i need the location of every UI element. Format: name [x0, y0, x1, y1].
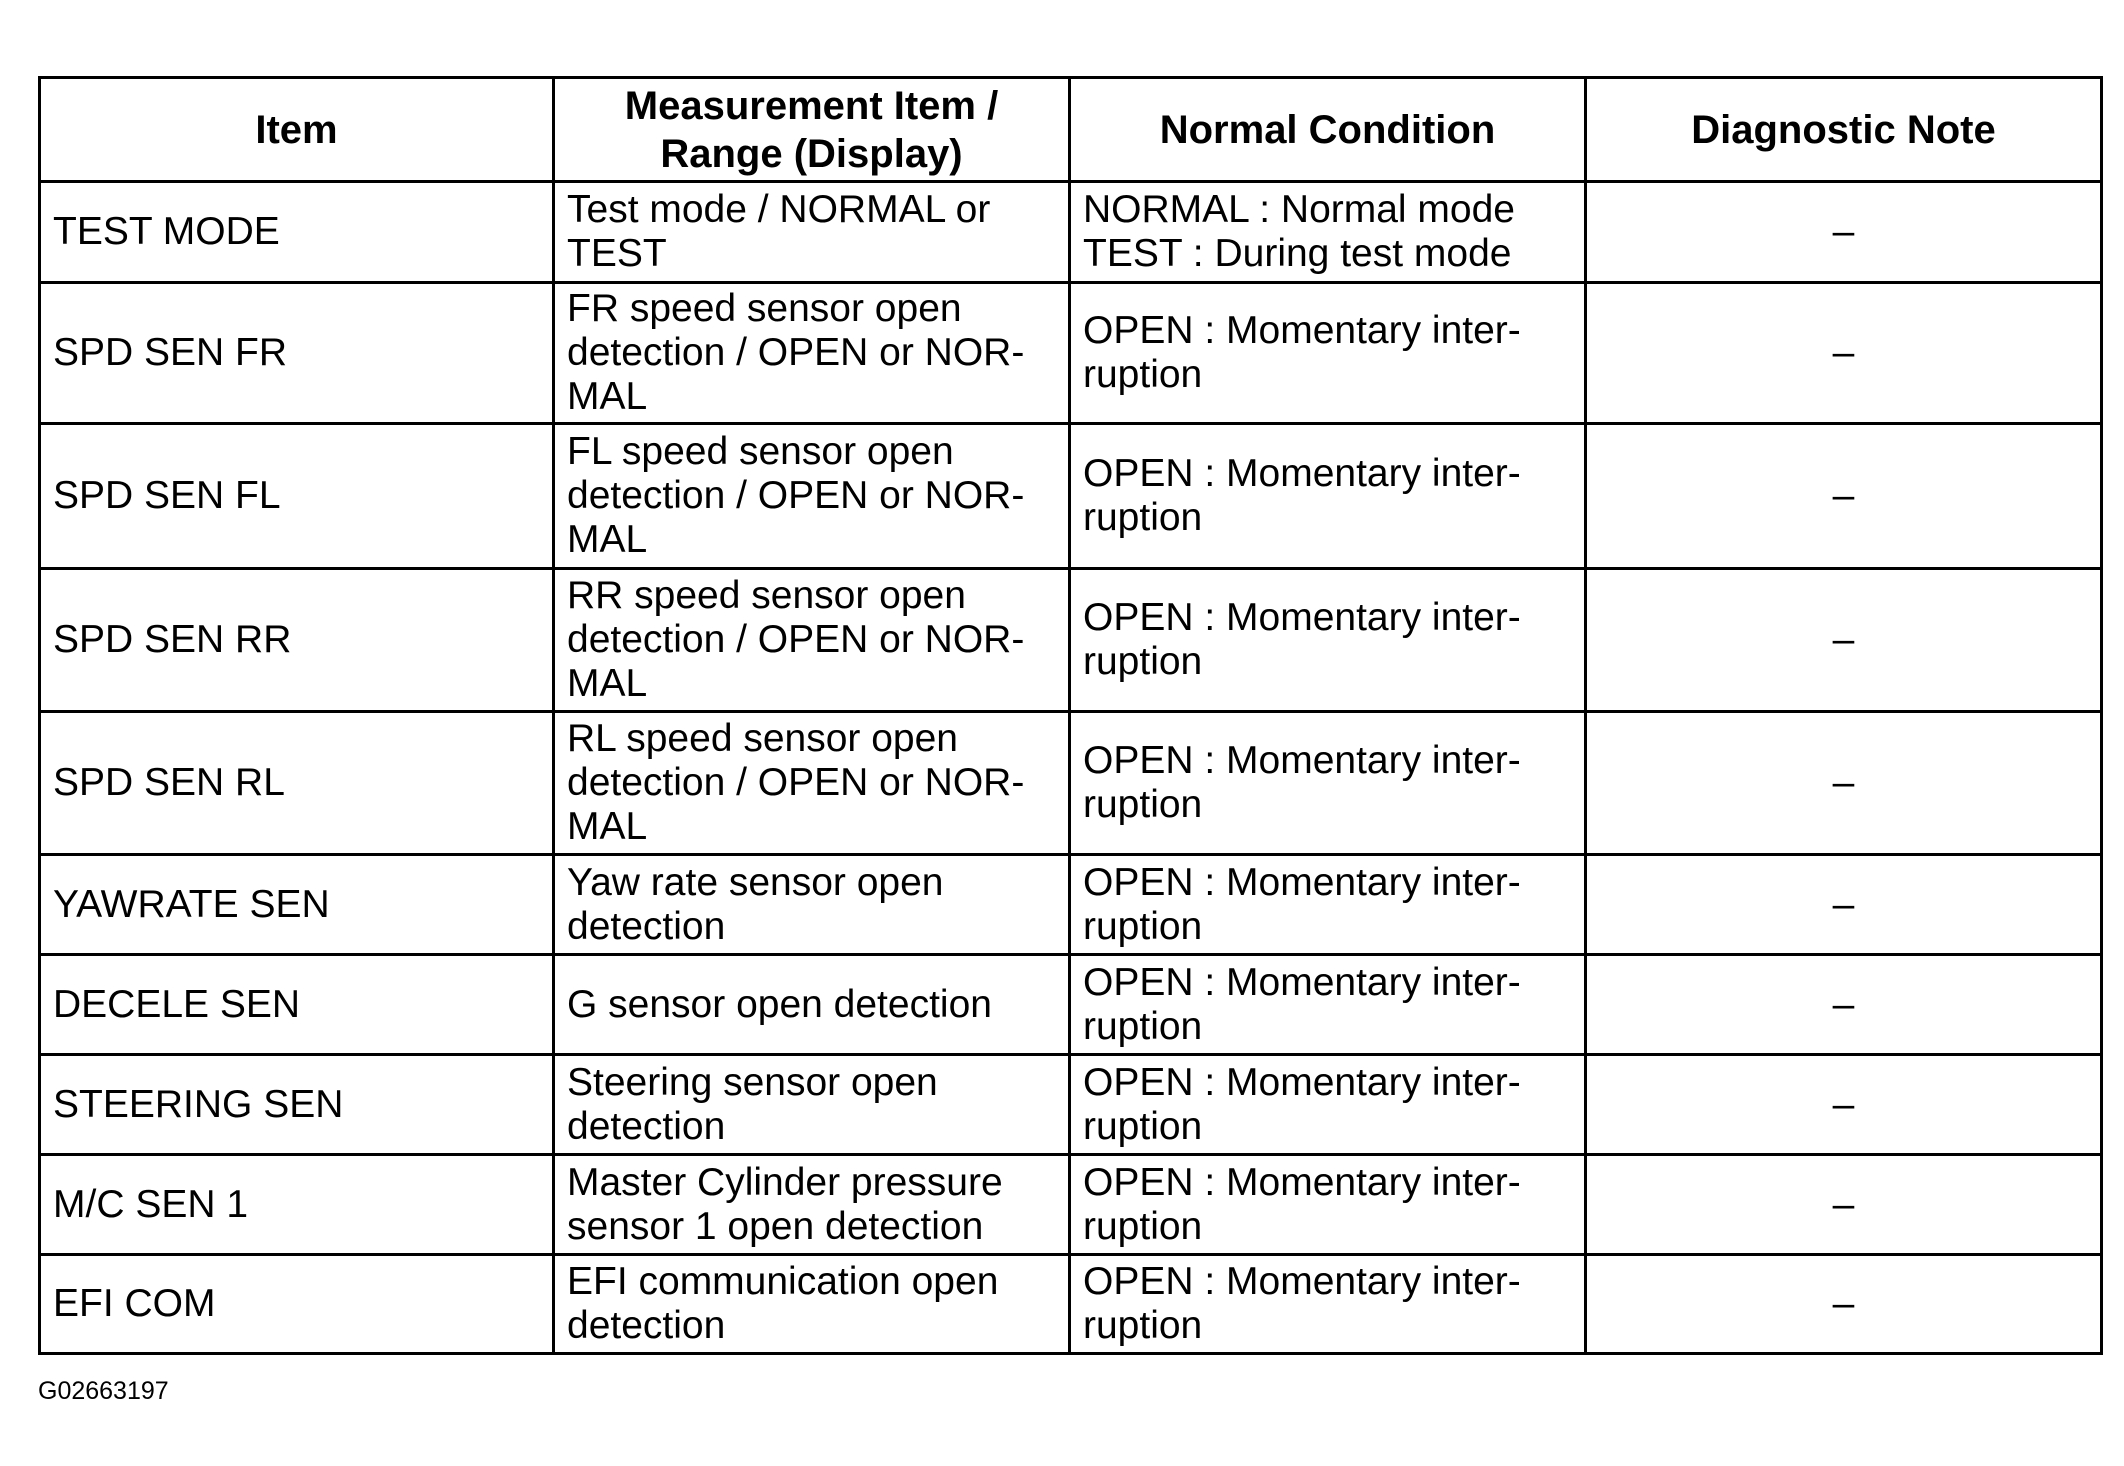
cell-diagnostic-note: –: [1586, 182, 2102, 283]
cell-item: STEERING SEN: [40, 1055, 554, 1155]
cell-measurement: EFI communication open detection: [554, 1255, 1070, 1354]
cell-item: YAWRATE SEN: [40, 855, 554, 955]
cell-measurement: Test mode / NORMAL or TEST: [554, 182, 1070, 283]
cell-measurement: Master Cylinder pressure sensor 1 open detection: [554, 1155, 1070, 1255]
table-row: [40, 424, 2102, 569]
cell-normal-condition: OPEN : Momentary inter- ruption: [1070, 283, 1586, 424]
header-measurement: Measurement Item / Range (Display): [554, 78, 1070, 182]
cell-item: SPD SEN FR: [40, 283, 554, 424]
cell-normal-condition: OPEN : Momentary inter- ruption: [1070, 1255, 1586, 1354]
cell-diagnostic-note: –: [1586, 712, 2102, 855]
table-row: [40, 182, 2102, 283]
table-row: [40, 712, 2102, 855]
table-row: [40, 1055, 2102, 1155]
cell-diagnostic-note: –: [1586, 1255, 2102, 1354]
cell-item: M/C SEN 1: [40, 1155, 554, 1255]
header-item: Item: [40, 78, 554, 182]
cell-measurement: Yaw rate sensor open detection: [554, 855, 1070, 955]
table-row: [40, 955, 2102, 1055]
cell-item: EFI COM: [40, 1255, 554, 1354]
cell-normal-condition: OPEN : Momentary inter- ruption: [1070, 712, 1586, 855]
cell-measurement: G sensor open detection: [554, 955, 1070, 1055]
table-header-row: [40, 78, 2102, 182]
cell-normal-condition: OPEN : Momentary inter- ruption: [1070, 1155, 1586, 1255]
cell-diagnostic-note: –: [1586, 1055, 2102, 1155]
table-row: [40, 1155, 2102, 1255]
cell-measurement: RR speed sensor open detection / OPEN or NOR- MAL: [554, 569, 1070, 712]
table-row: [40, 855, 2102, 955]
cell-measurement: FR speed sensor open detection / OPEN or NOR- MAL: [554, 283, 1070, 424]
table-row: [40, 283, 2102, 424]
cell-diagnostic-note: –: [1586, 569, 2102, 712]
cell-normal-condition: OPEN : Momentary inter- ruption: [1070, 569, 1586, 712]
diagnostic-data-table: [38, 76, 2103, 1355]
cell-measurement: Steering sensor open detection: [554, 1055, 1070, 1155]
cell-diagnostic-note: –: [1586, 424, 2102, 569]
cell-normal-condition: OPEN : Momentary inter- ruption: [1070, 855, 1586, 955]
cell-normal-condition: OPEN : Momentary inter- ruption: [1070, 955, 1586, 1055]
cell-normal-condition: NORMAL : Normal mode TEST : During test mode: [1070, 182, 1586, 283]
cell-normal-condition: OPEN : Momentary inter- ruption: [1070, 424, 1586, 569]
cell-item: DECELE SEN: [40, 955, 554, 1055]
cell-normal-condition: OPEN : Momentary inter- ruption: [1070, 1055, 1586, 1155]
cell-item: TEST MODE: [40, 182, 554, 283]
table-row: [40, 1255, 2102, 1354]
cell-diagnostic-note: –: [1586, 955, 2102, 1055]
cell-diagnostic-note: –: [1586, 283, 2102, 424]
cell-diagnostic-note: –: [1586, 1155, 2102, 1255]
header-diagnostic-note: Diagnostic Note: [1586, 78, 2102, 182]
cell-diagnostic-note: –: [1586, 855, 2102, 955]
cell-item: SPD SEN RL: [40, 712, 554, 855]
cell-measurement: RL speed sensor open detection / OPEN or NOR- MAL: [554, 712, 1070, 855]
figure-id-label: G02663197: [38, 1377, 169, 1405]
cell-measurement: FL speed sensor open detection / OPEN or NOR- MAL: [554, 424, 1070, 569]
cell-item: SPD SEN FL: [40, 424, 554, 569]
cell-item: SPD SEN RR: [40, 569, 554, 712]
table-row: [40, 569, 2102, 712]
header-normal-condition: Normal Condition: [1070, 78, 1586, 182]
